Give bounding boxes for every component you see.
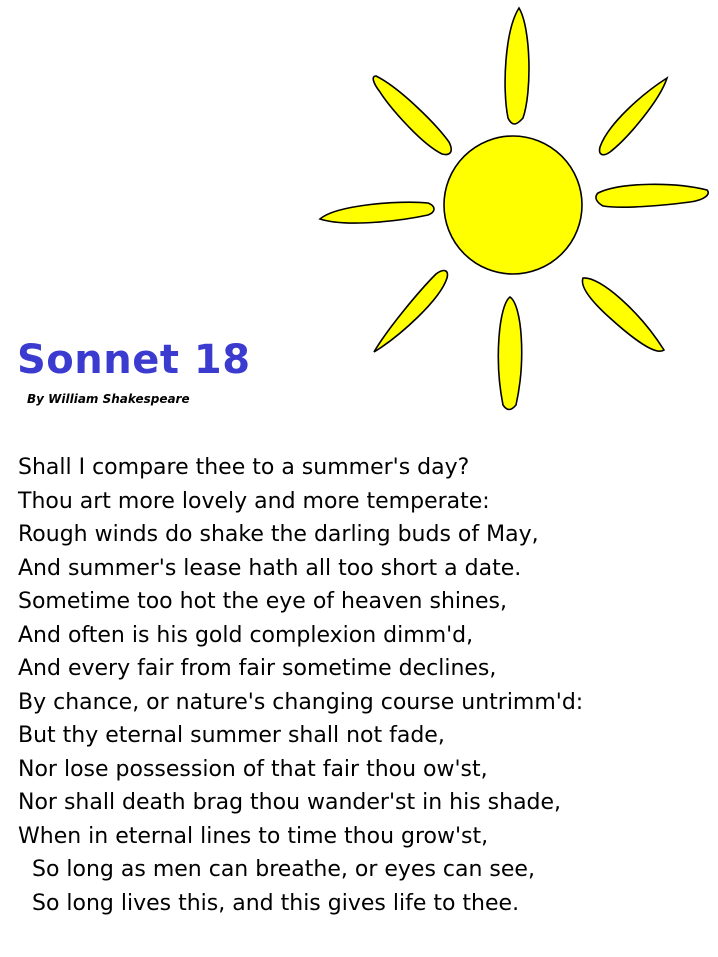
poem-line: By chance, or nature's changing course untrimm'd: [18,689,584,715]
poem-line: Nor lose possession of that fair thou ow'st, [18,756,488,782]
poem-line: Shall I compare thee to a summer's day? [18,455,470,480]
poem-line: Thou art more lovely and more temperate: [18,488,490,514]
poem-body [18,451,583,920]
poem-line: Rough winds do shake the darling buds of May, [18,522,539,547]
poem-line: Sometime too hot the eye of heaven shines, [18,589,507,614]
sun-ray [498,297,521,410]
sun-ray [596,184,708,207]
poem-line: And every fair from fair sometime declines, [18,656,497,681]
poem-title: Sonnet 18 [17,337,251,383]
sun-ray [374,271,447,352]
poem-line: So long lives this, and this gives life to thee. [18,890,520,916]
poem-line: And summer's lease hath all too short a date. [18,555,522,581]
sun-disc [444,136,582,274]
sun-ray [582,278,664,351]
sun-ray [505,8,529,124]
poem-line: But thy eternal summer shall not fade, [18,723,445,748]
poem-line: Nor shall death brag thou wander'st in his shade, [18,790,562,815]
poem-line: So long as men can breathe, or eyes can see, [18,857,535,882]
sun-ray [320,202,434,223]
author-byline: By William Shakespeare [27,392,190,406]
poem-line: When in eternal lines to time thou grow'st, [18,823,489,849]
sun-ray [373,76,451,155]
sun-ray [600,78,667,155]
poem-line: And often is his gold complexion dimm'd, [18,622,474,648]
